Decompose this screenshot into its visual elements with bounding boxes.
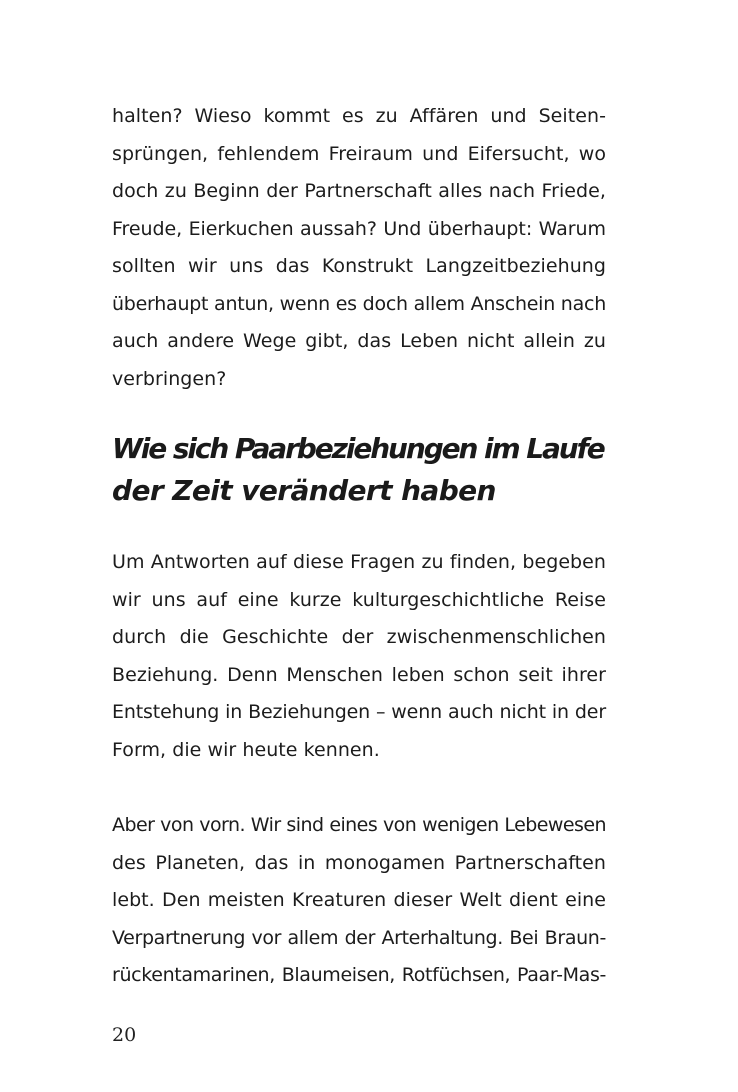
text-line: auch andere Wege gibt, das Leben nicht allein zu	[112, 330, 606, 352]
paragraph-1	[112, 98, 606, 398]
text-line: des Planeten, das in monogamen Partnerschaften	[112, 851, 606, 874]
text-line: verbringen?	[112, 367, 227, 390]
spacer	[112, 769, 606, 807]
text-line: Entstehung in Beziehungen – wenn auch nicht in der	[112, 701, 606, 723]
text-line: sollten wir uns das Konstrukt Langzeitbeziehung	[112, 255, 606, 277]
text-line: sprüngen, fehlendem Freiraum und Eifersucht, wo	[112, 142, 606, 165]
text-line: doch zu Beginn der Partnerschaft alles nach Friede,	[112, 180, 606, 202]
text-line: durch die Geschichte der zwischenmenschlichen	[112, 626, 606, 648]
spacer	[112, 512, 606, 544]
paragraph-3	[112, 807, 606, 995]
text-line: rückentamarinen, Blaumeisen, Rotfüchsen, Paar-Mas-	[112, 964, 606, 986]
text-line: Aber von vorn. Wir sind eines von wenigen Lebewesen	[112, 814, 606, 836]
heading-line: der Zeit verändert haben	[112, 474, 496, 507]
text-line: lebt. Den meisten Kreaturen dieser Welt dient eine	[112, 889, 606, 911]
text-line: Freude, Eierkuchen aussah? Und überhaupt: Warum	[112, 217, 606, 240]
text-line: wir uns auf eine kurze kulturgeschichtliche Reise	[112, 588, 606, 611]
section-heading	[112, 428, 606, 512]
text-line: Um Antworten auf diese Fragen zu finden, begeben	[112, 551, 606, 573]
page-number: 20	[112, 1024, 137, 1046]
heading-line: Wie sich Paarbeziehungen im Laufe	[112, 432, 604, 465]
text-line: Verpartnerung vor allem der Arterhaltung. Bei Braun-	[112, 926, 606, 949]
text-line: überhaupt antun, wenn es doch allem Anschein nach	[112, 292, 606, 315]
paragraph-2	[112, 544, 606, 769]
text-line: Form, die wir heute kennen.	[112, 738, 380, 761]
text-line: halten? Wieso kommt es zu Affären und Seiten-	[112, 105, 606, 127]
book-page	[112, 98, 606, 995]
text-line: Beziehung. Denn Menschen leben schon seit ihrer	[112, 663, 606, 686]
